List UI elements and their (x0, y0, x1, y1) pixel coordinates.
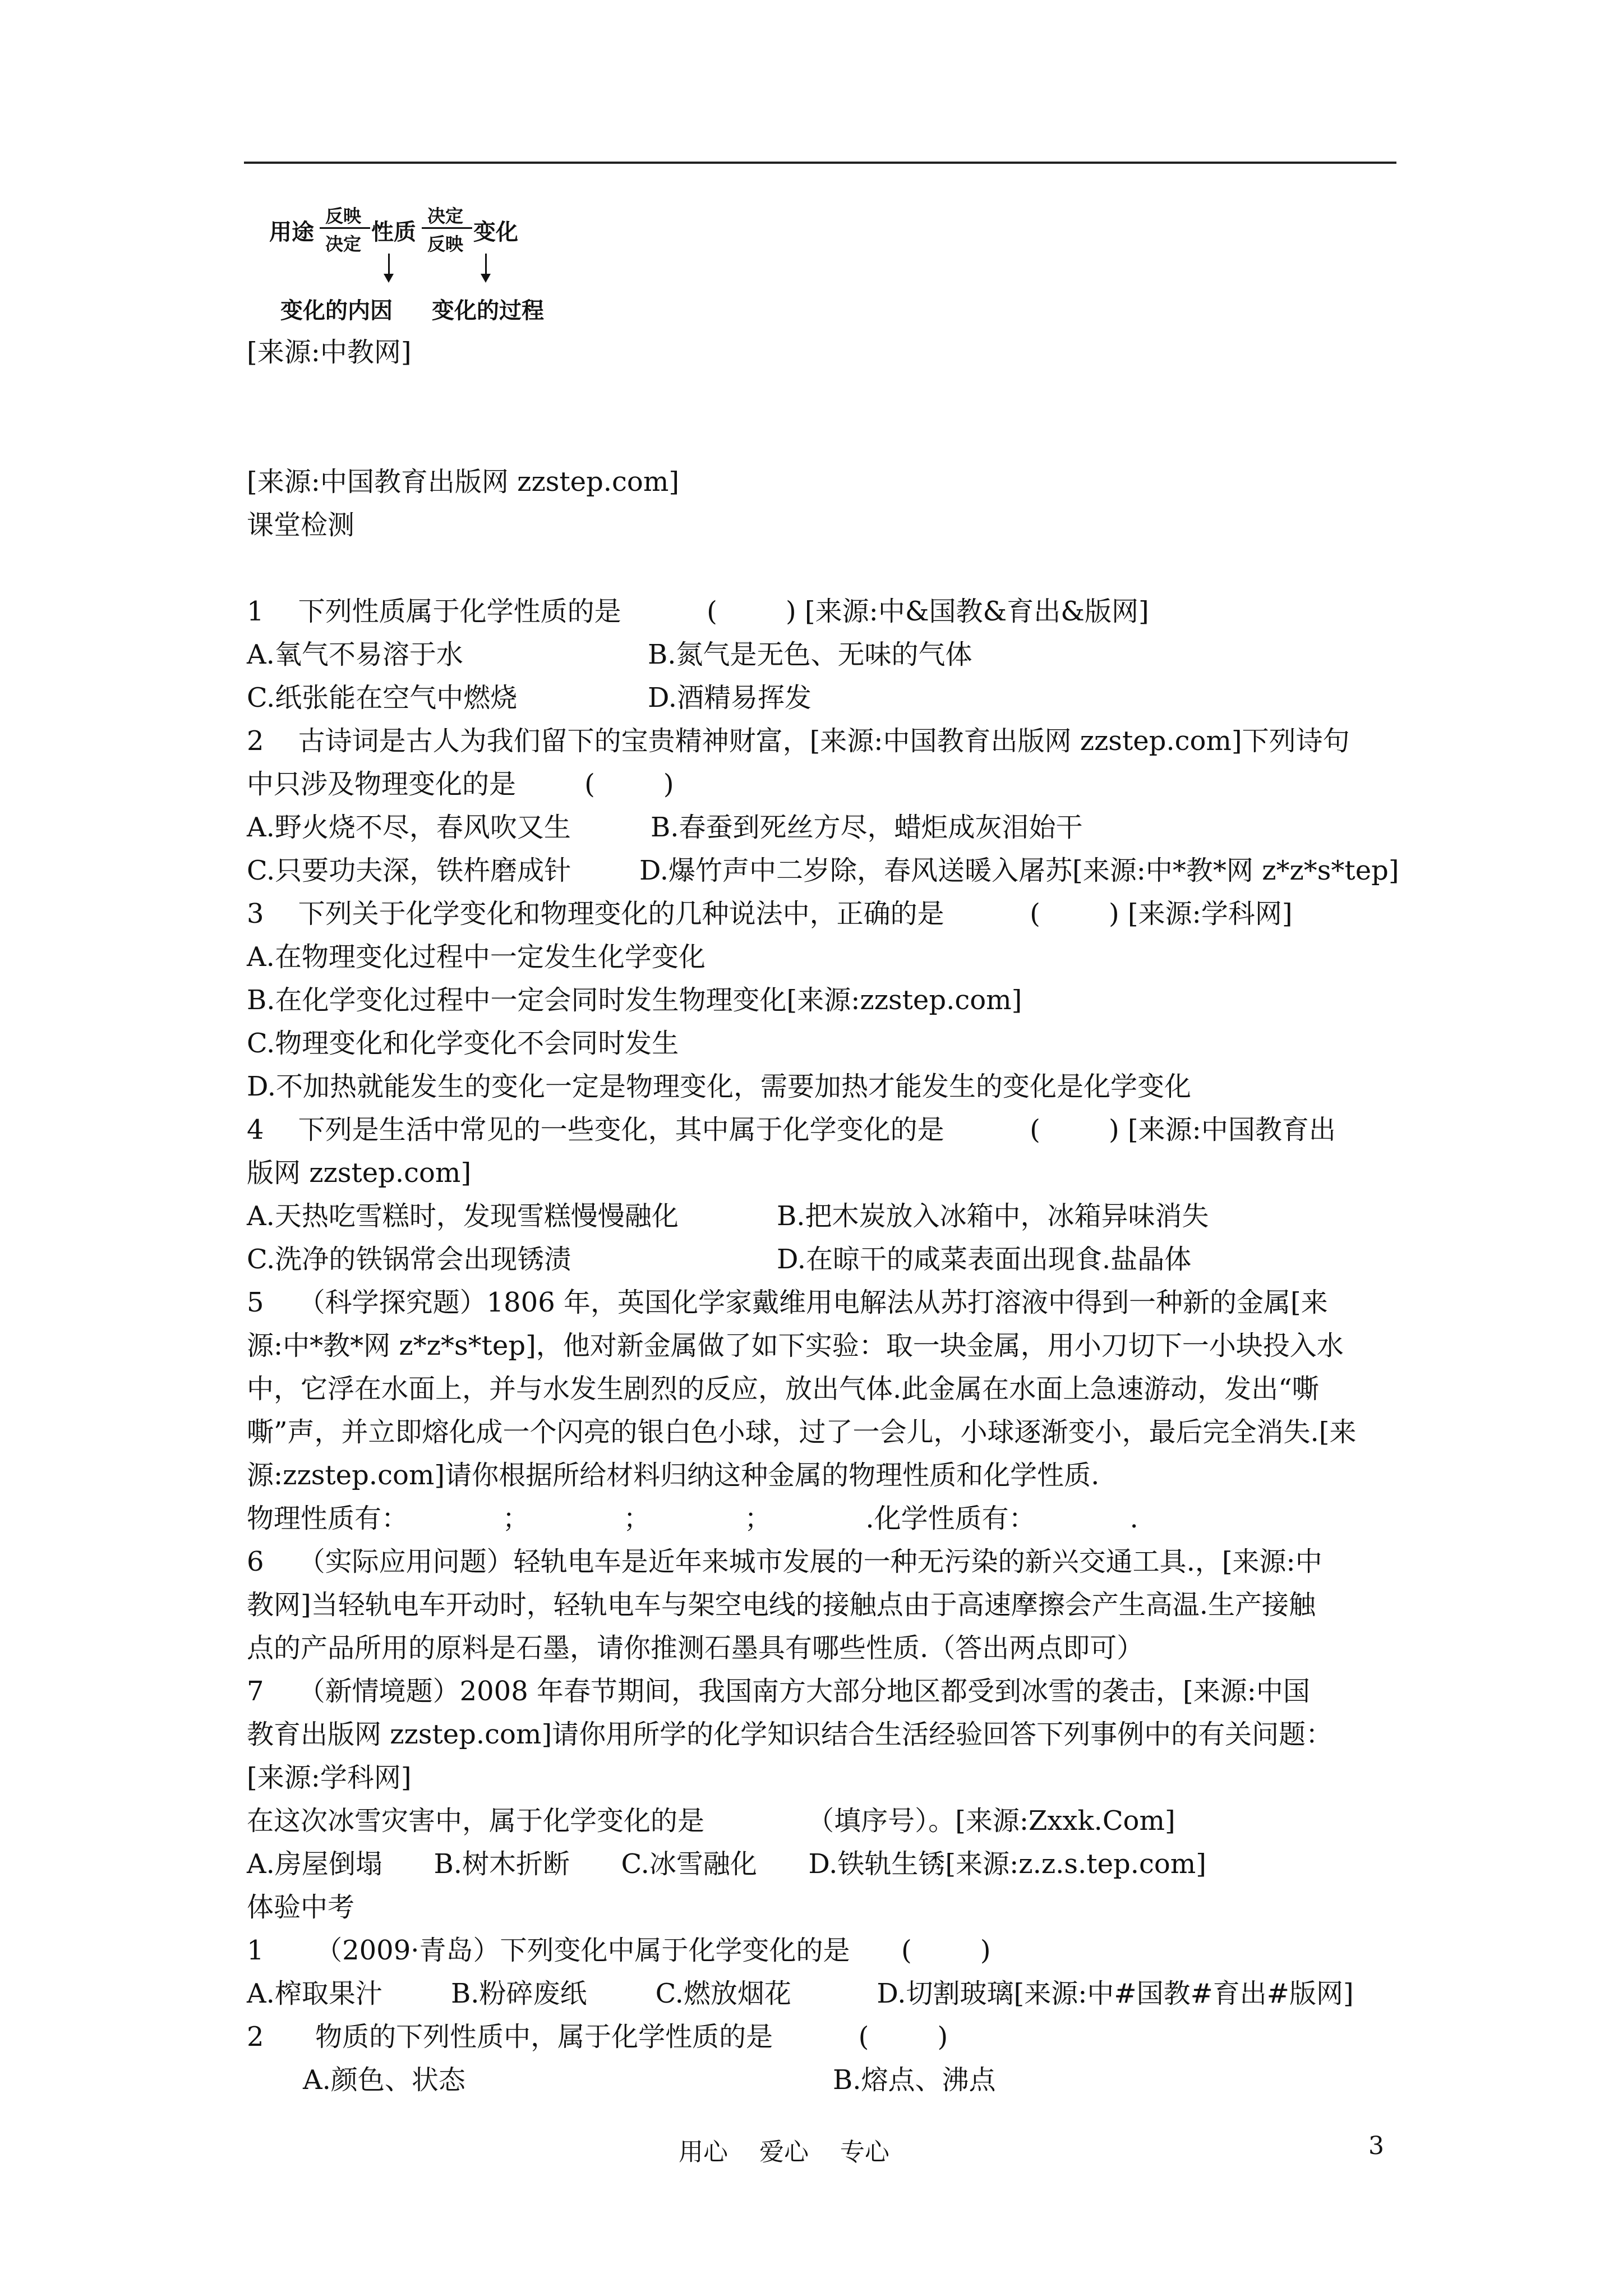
option-d: D.酒精易挥发 (648, 682, 812, 714)
page-body (247, 331, 1402, 2102)
page-footer (0, 2132, 1623, 2171)
diagram-decide-top: 决定 (427, 205, 464, 227)
exam-question-1-options: A.榨取果汁 B.粉碎废纸 C.燃放烟花 D.切割玻璃[来源:中#国教#育出#版网] (247, 1978, 1354, 2009)
option-a: A.天热吃雪糕时，发现雪糕慢慢融化 (247, 1200, 679, 1232)
source-note: [来源:学科网] (247, 1762, 412, 1793)
diagram-arrowhead-left (384, 274, 394, 283)
question-2-options-row (247, 849, 1402, 892)
property-change-diagram (264, 202, 578, 331)
option-a: A.氧气不易溶于水 (247, 639, 463, 670)
question-5-cont: 中，它浮在水面上，并与水发生剧烈的反应，放出气体.此金属在水面上急速游动，发出“嘶 (247, 1373, 1319, 1405)
question-6-cont: 教网]当轻轨电车开动时，轻轨电车与架空电线的接触点由于高速摩擦会产生高温.生产接触 (247, 1589, 1316, 1621)
question-2: 2 古诗词是古人为我们留下的宝贵精神财富，[来源:中国教育出版网 zzstep.com]下列诗句 (247, 725, 1350, 757)
question-5-cont: 源:zzstep.com]请你根据所给材料归纳这种金属的物理性质和化学性质. (247, 1460, 1100, 1491)
question-4-cont: 版网 zzstep.com] (247, 1157, 472, 1189)
question-6-cont: 点的产品所用的原料是石墨，请你推测石墨具有哪些性质.（答出两点即可） (247, 1632, 1144, 1664)
option-b: B.氮气是无色、无味的气体 (648, 639, 972, 670)
diagram-change: 变化 (473, 219, 518, 245)
diagram-bar-left (320, 227, 370, 229)
question-7-sub: 在这次冰雪灾害中，属于化学变化的是 （填序号）。[来源:Zxxk.Com] (247, 1805, 1175, 1837)
question-4-options-row (247, 1195, 1402, 1238)
question-3: 3 下列关于化学变化和物理变化的几种说法中，正确的是 ( ) [来源:学科网] (247, 898, 1293, 930)
question-5-cont: 源:中*教*网 z*z*s*tep]，他对新金属做了如下实验：取一块金属，用小刀切下一小块投入水 (247, 1330, 1344, 1361)
page-number: 3 (1368, 2132, 1384, 2160)
exam-question-2-options-row (247, 2059, 1402, 2102)
question-2-cont: 中只涉及物理变化的是 ( ) (247, 769, 674, 800)
diagram-property: 性质 (371, 219, 416, 245)
question-1-options-row (247, 677, 1402, 720)
diagram-use: 用途 (269, 219, 314, 245)
option-d: D.爆竹声中二岁除，春风送暖入屠苏[来源:中*教*网 z*z*s*tep] (639, 855, 1399, 886)
diagram-bar-right (422, 227, 472, 229)
option-c: C.物理变化和化学变化不会同时发生 (247, 1028, 679, 1059)
question-7-options: A.房屋倒塌 B.树木折断 C.冰雪融化 D.铁轨生锈[来源:z.z.s.tep.com] (247, 1848, 1206, 1880)
question-6: 6 （实际应用问题）轻轨电车是近年来城市发展的一种无污染的新兴交通工具.，[来源:中 (247, 1546, 1322, 1577)
section-title: 课堂检测 (247, 509, 355, 541)
question-7-cont: 教育出版网 zzstep.com]请你用所学的化学知识结合生活经验回答下列事例中的有关问题： (247, 1719, 1333, 1750)
question-4-options-row (247, 1238, 1402, 1281)
option-c: C.纸张能在空气中燃烧 (247, 682, 518, 714)
question-5-cont: 嘶”声，并立即熔化成一个闪亮的银白色小球，过了一会儿，小球逐渐变小，最后完全消失.[来 (247, 1416, 1357, 1448)
question-1: 1 下列性质属于化学性质的是 ( ) [来源:中&国教&育出&版网] (247, 596, 1149, 627)
option-a: A.颜色、状态 (303, 2064, 465, 2096)
diagram-arrowhead-right (481, 274, 491, 283)
option-b: B.春蚕到死丝方尽，蜡炬成灰泪始干 (651, 812, 1083, 843)
source-note: [来源:中教网] (247, 337, 412, 368)
option-b: B.把木炭放入冰箱中，冰箱异味消失 (777, 1200, 1209, 1232)
option-b: B.熔点、沸点 (833, 2064, 996, 2096)
question-1-options-row (247, 633, 1402, 677)
option-a: A.野火烧不尽，春风吹又生 (247, 812, 571, 843)
question-7: 7 （新情境题）2008 年春节期间，我国南方大部分地区都受到冰雪的袭击，[来源:中国 (247, 1676, 1310, 1707)
diagram-process: 变化的过程 (432, 298, 544, 324)
diagram-arrow-right (485, 254, 487, 276)
exam-question-1: 1 （2009·青岛）下列变化中属于化学变化的是 ( ) (247, 1935, 991, 1966)
option-c: C.洗净的铁锅常会出现锈渍 (247, 1244, 571, 1275)
question-5-blanks: 物理性质有： ； ； ； .化学性质有： . (247, 1503, 1138, 1534)
option-c: C.只要功夫深，铁杵磨成针 (247, 855, 571, 886)
question-2-options-row (247, 806, 1402, 849)
diagram-arrow-left (388, 254, 390, 276)
question-5: 5 （科学探究题）1806 年，英国化学家戴维用电解法从苏打溶液中得到一种新的金属[来 (247, 1287, 1328, 1318)
question-4: 4 下列是生活中常见的一些变化，其中属于化学变化的是 ( ) [来源:中国教育出 (247, 1114, 1336, 1145)
diagram-decide-bottom: 决定 (325, 233, 362, 255)
exam-question-2: 2 物质的下列性质中，属于化学性质的是 ( ) (247, 2021, 948, 2053)
diagram-reflect-top: 反映 (325, 205, 362, 227)
source-note: [来源:中国教育出版网 zzstep.com] (247, 466, 680, 498)
option-a: A.在物理变化过程中一定发生化学变化 (247, 941, 706, 973)
header-rule (244, 162, 1396, 164)
section-title: 体验中考 (247, 1892, 355, 1923)
diagram-reflect-bottom: 反映 (427, 233, 464, 255)
option-d: D.不加热就能发生的变化一定是物理变化，需要加热才能发生的变化是化学变化 (247, 1071, 1192, 1102)
diagram-inner-cause: 变化的内因 (280, 298, 393, 324)
footer-motto: 用心 爱心 专心 (679, 2138, 889, 2166)
option-d: D.在晾干的咸菜表面出现食.盐晶体 (777, 1244, 1192, 1275)
option-b: B.在化学变化过程中一定会同时发生物理变化[来源:zzstep.com] (247, 984, 1022, 1016)
